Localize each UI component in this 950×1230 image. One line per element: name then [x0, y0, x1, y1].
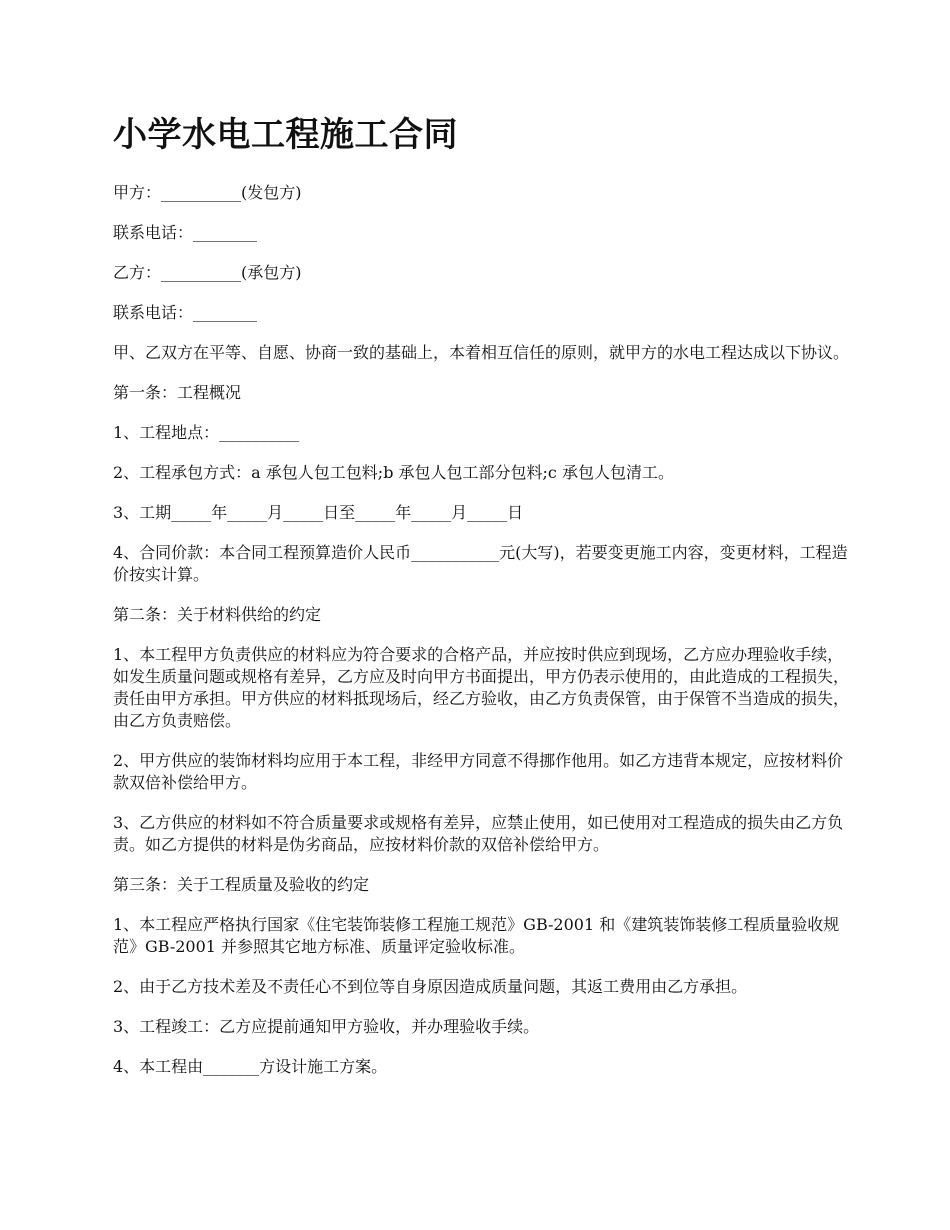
article-3-item-1: 1、本工程应严格执行国家《住宅装饰装修工程施工规范》GB-2001 和《建筑装饰装修工程质量验收规范》GB-2001 并参照其它地方标准、质量评定验收标准。 — [113, 915, 840, 956]
article-2-item-1: 1、本工程甲方负责供应的材料应为符合要求的合格产品，并应按时供应到现场，乙方应办理验收手续，如发生质量问题或规格有差异，乙方应及时向甲方书面提出，甲方仍表示使用的，由此造成的工程损失，责任由甲方承担。甲方供应的材料抵现场后，经乙方验收，由乙方负责保管，由于保管不当造成的损失，由乙方负责赔偿。 — [113, 645, 850, 730]
article-1-item-3: 3、工期_____年_____月_____日至_____年_____月_____日 — [113, 503, 524, 522]
article-3-item-4: 4、本工程由_______方设计施工方案。 — [113, 1057, 388, 1076]
document-page — [113, 110, 853, 1096]
article-1-item-4: 4、合同价款：本合同工程预算造价人民币___________元(大写)，若要变更施工内容，变更材料，工程造价按实计算。 — [113, 543, 848, 584]
article-1-item-2: 2、工程承包方式：a 承包人包工包料;b 承包人包工部分包料;c 承包人包清工。 — [113, 463, 674, 482]
party-a-line: 甲方：__________(发包方) — [113, 183, 302, 202]
article-1-item-1: 1、工程地点：__________ — [113, 423, 300, 442]
document-title: 小学水电工程施工合同 — [113, 115, 458, 155]
article-3-item-3: 3、工程竣工：乙方应提前通知甲方验收，并办理验收手续。 — [113, 1017, 540, 1036]
party-a-phone-line: 联系电话：________ — [113, 223, 258, 242]
article-3-heading: 第三条：关于工程质量及验收的约定 — [113, 875, 370, 894]
article-1-heading: 第一条：工程概况 — [113, 383, 242, 402]
preamble-paragraph: 甲、乙双方在平等、自愿、协商一致的基础上，本着相互信任的原则，就甲方的水电工程达成以下协议。 — [113, 343, 850, 362]
article-2-item-3: 3、乙方供应的材料如不符合质量要求或规格有差异，应禁止使用，如已使用对工程造成的损失由乙方负责。如乙方提供的材料是伪劣商品，应按材料价款的双倍补偿给甲方。 — [113, 813, 844, 854]
party-b-line: 乙方：__________(承包方) — [113, 263, 302, 282]
article-2-item-2: 2、甲方供应的装饰材料均应用于本工程，非经甲方同意不得挪作他用。如乙方违背本规定，应按材料价款双倍补偿给甲方。 — [113, 751, 844, 792]
article-2-heading: 第二条：关于材料供给的约定 — [113, 605, 322, 624]
article-3-item-2: 2、由于乙方技术差及不责任心不到位等自身原因造成质量问题，其返工费用由乙方承担。 — [113, 977, 748, 996]
party-b-phone-line: 联系电话：________ — [113, 303, 258, 322]
